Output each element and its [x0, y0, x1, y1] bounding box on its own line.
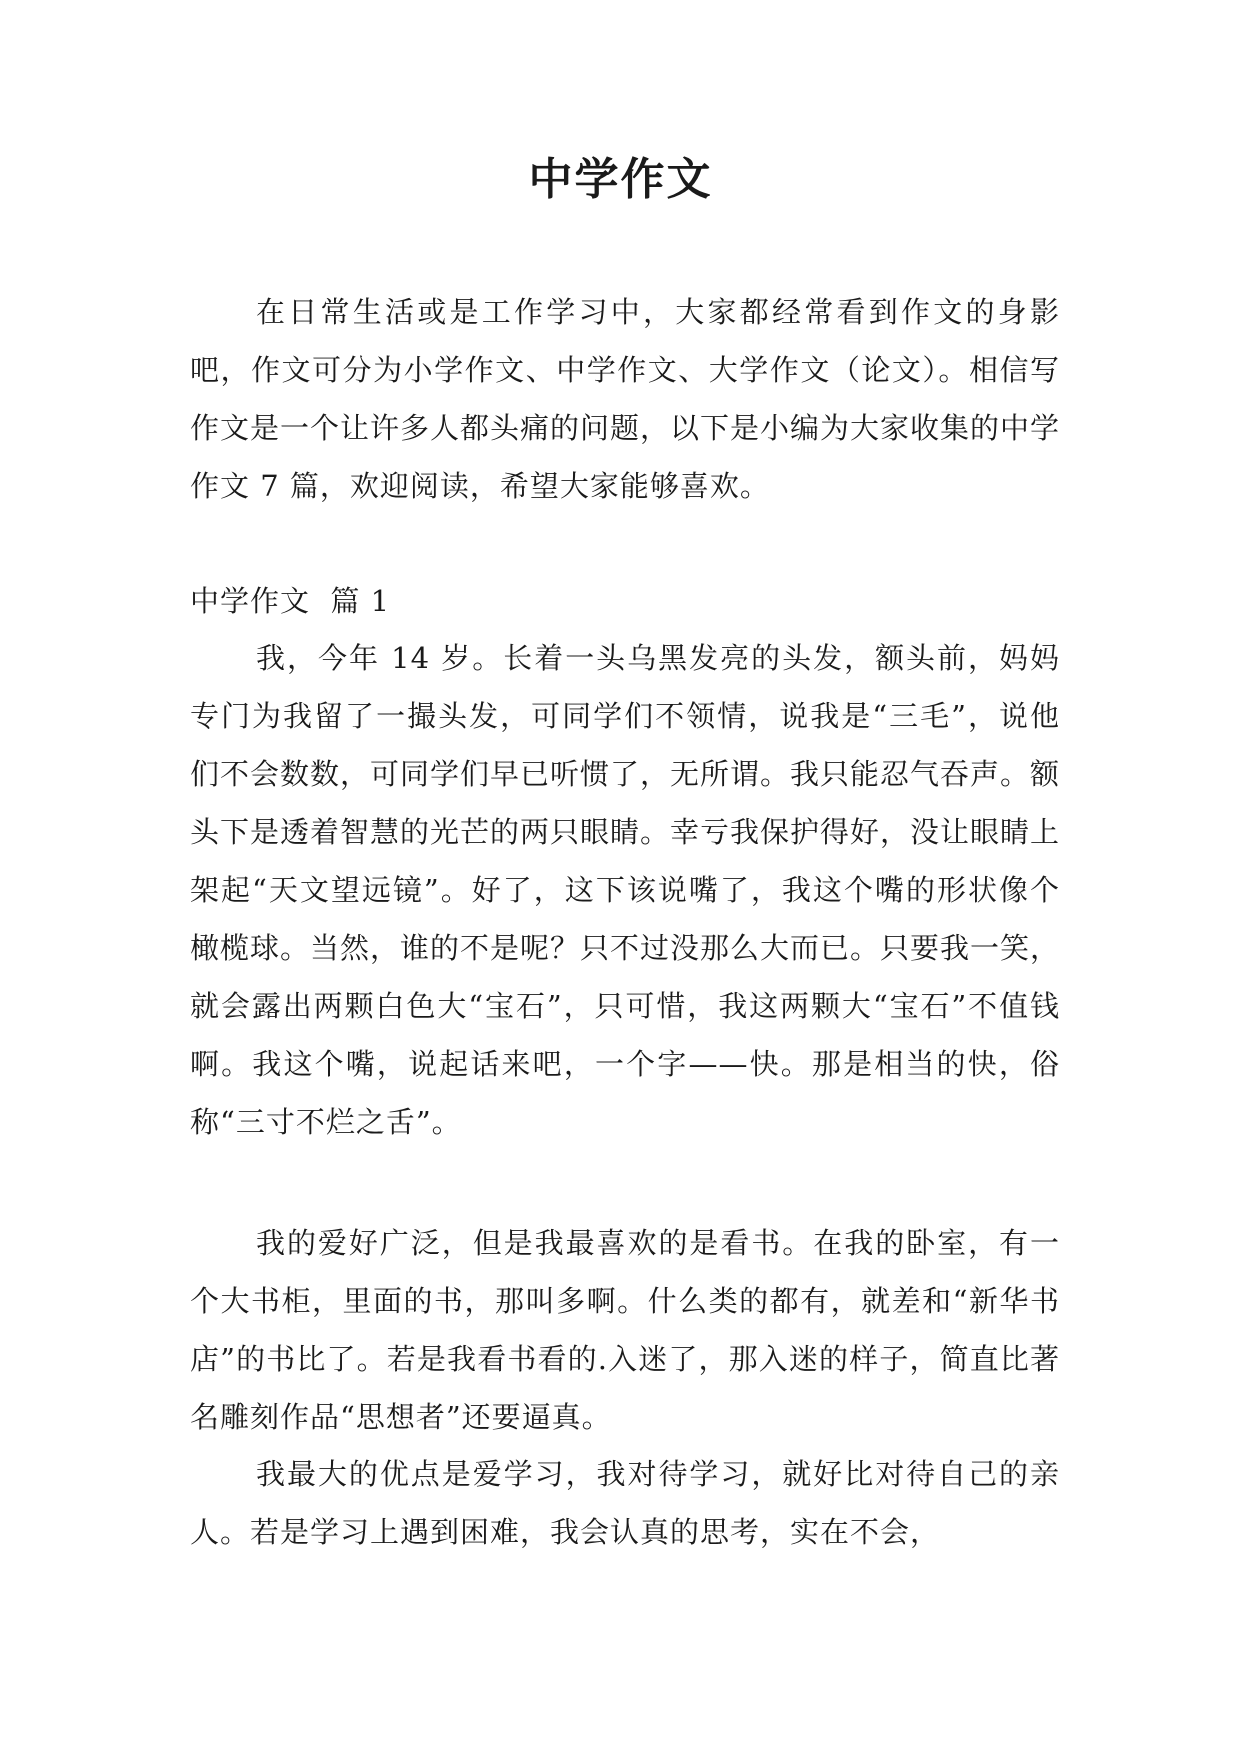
intro-paragraph: 在日常生活或是工作学习中，大家都经常看到作文的身影吧，作文可分为小学作文、中学作文、大学作文（论文）。相信写作文是一个让许多人都头痛的问题，以下是小编为大家收集的中学作文 7 篇，欢迎阅读，希望大家能够喜欢。 [190, 295, 1061, 503]
body-paragraph: 我最大的优点是爱学习，我对待学习，就好比对待自己的亲人。若是学习上遇到困难，我会认真的思考，实在不会， [190, 1457, 1060, 1549]
document-title: 中学作文 [528, 154, 713, 205]
body-paragraph: 我的爱好广泛，但是我最喜欢的是看书。在我的卧室，有一个大书柜，里面的书，那叫多啊。什么类的都有，就差和“新华书店”的书比了。若是我看书看的.入迷了，那入迷的样子，简直比著名雕刻作品“思想者”还要逼真。 [190, 1226, 1060, 1434]
section-heading: 中学作文 篇 1 [190, 584, 391, 618]
body-paragraph: 我，今年 14 岁。长着一头乌黑发亮的头发，额头前，妈妈专门为我留了一撮头发，可同学们不领情，说我是“三毛”，说他们不会数数，可同学们早已听惯了，无所谓。我只能忍气吞声。额头下是透着智慧的光芒的两只眼睛。幸亏我保护得好，没让眼睛上架起“天文望远镜”。好了，这下该说嘴了，我这个嘴的形状像个橄榄球。当然，谁的不是呢？只不过没那么大而已。只要我一笑，就会露出两颗白色大“宝石”，只可惜，我这两颗大“宝石”不值钱啊。我这个嘴，说起话来吧，一个字——快。那是相当的快，俗称“三寸不烂之舌”。 [190, 641, 1061, 1139]
